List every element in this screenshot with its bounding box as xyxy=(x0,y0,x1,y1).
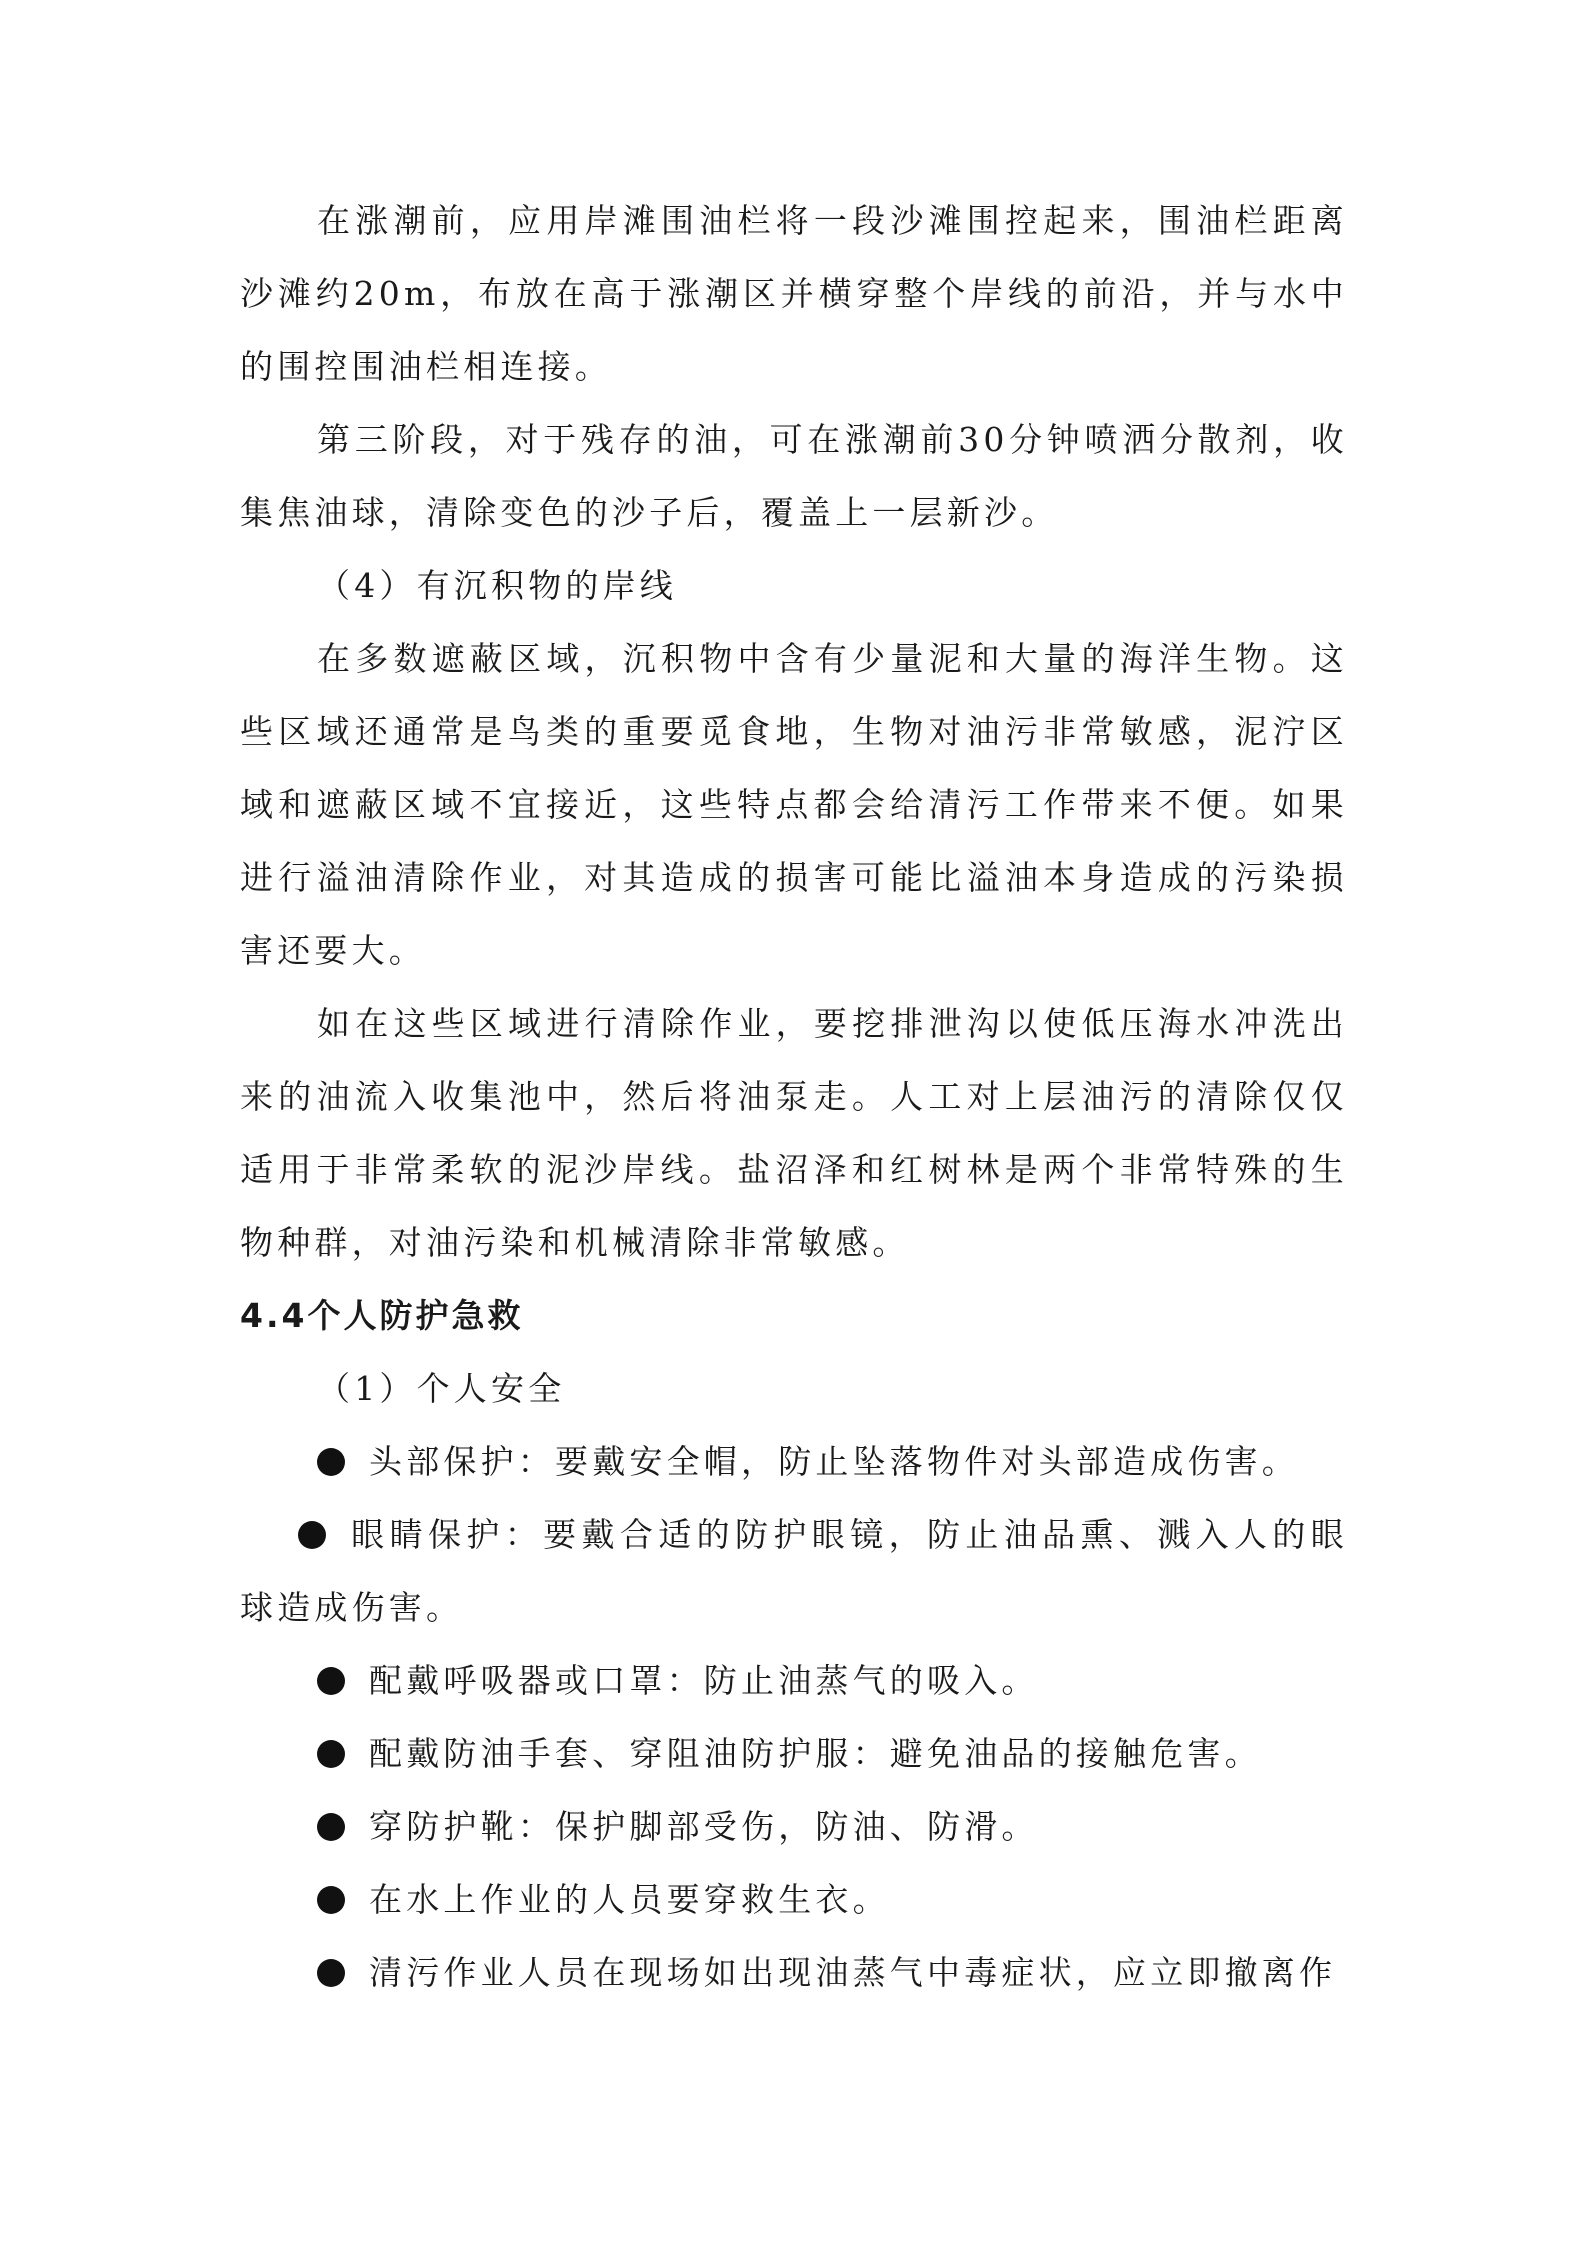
bullet-text: 配戴防油手套、穿阻油防护服：避免油品的接触危害。 xyxy=(369,1734,1262,1773)
bullet-dot-icon xyxy=(317,1448,345,1476)
paragraph-sheltered-areas: 在多数遮蔽区域，沉积物中含有少量泥和大量的海洋生物。这些区域还通常是鸟类的重要觅食地，生物对油污非常敏感，泥泞区域和遮蔽区域不宜接近，这些特点都会给清污工作带来不便。如果进行溢油清除作业，对其造成的损害可能比溢油本身造成的污染损害还要大。 xyxy=(240,639,1348,970)
bullet-text: 在水上作业的人员要穿救生衣。 xyxy=(369,1880,890,1919)
bullet-eye-protection xyxy=(240,1498,1348,1644)
bullet-life-jacket xyxy=(240,1863,1348,1936)
bullet-text: 清污作业人员在现场如出现油蒸气中毒症状，应立即撤离作 xyxy=(369,1953,1337,1992)
bullet-text: 穿防护靴：保护脚部受伤，防油、防滑。 xyxy=(369,1807,1039,1846)
paragraph-stage-three: 第三阶段，对于残存的油，可在涨潮前30分钟喷洒分散剂，收集焦油球，清除变色的沙子后，覆盖上一层新沙。 xyxy=(240,420,1348,532)
bullet-text: 眼睛保护：要戴合适的防护眼镜，防止油品熏、溅入人的眼球造成伤害。 xyxy=(240,1515,1348,1627)
section-heading-personal-protection: 4.4个人防护急救 xyxy=(240,1296,524,1335)
bullet-dot-icon xyxy=(317,1959,345,1987)
bullet-dot-icon xyxy=(317,1813,345,1841)
document-body xyxy=(240,184,1348,2009)
subheading-sediment-shoreline: （4）有沉积物的岸线 xyxy=(317,566,677,605)
bullet-poisoning-evacuation xyxy=(240,1936,1348,2009)
bullet-respirator xyxy=(240,1644,1348,1717)
subheading-personal-safety: （1）个人安全 xyxy=(317,1369,566,1408)
paragraph-cleanup-operations: 如在这些区域进行清除作业，要挖排泄沟以使低压海水冲洗出来的油流入收集池中，然后将油泵走。人工对上层油污的清除仅仅适用于非常柔软的泥沙岸线。盐沼泽和红树林是两个非常特殊的生物种群，对油污染和机械清除非常敏感。 xyxy=(240,1004,1348,1262)
bullet-dot-icon xyxy=(317,1740,345,1768)
bullet-boots xyxy=(240,1790,1348,1863)
paragraph-boom-deployment: 在涨潮前，应用岸滩围油栏将一段沙滩围控起来，围油栏距离沙滩约20m，布放在高于涨潮区并横穿整个岸线的前沿，并与水中的围控围油栏相连接。 xyxy=(240,201,1348,386)
bullet-head-protection xyxy=(240,1425,1348,1498)
bullet-text: 配戴呼吸器或口罩：防止油蒸气的吸入。 xyxy=(369,1661,1039,1700)
bullet-dot-icon xyxy=(298,1521,326,1549)
bullet-dot-icon xyxy=(317,1886,345,1914)
bullet-text: 头部保护：要戴安全帽，防止坠落物件对头部造成伤害。 xyxy=(369,1442,1299,1481)
bullet-dot-icon xyxy=(317,1667,345,1695)
bullet-gloves-suit xyxy=(240,1717,1348,1790)
